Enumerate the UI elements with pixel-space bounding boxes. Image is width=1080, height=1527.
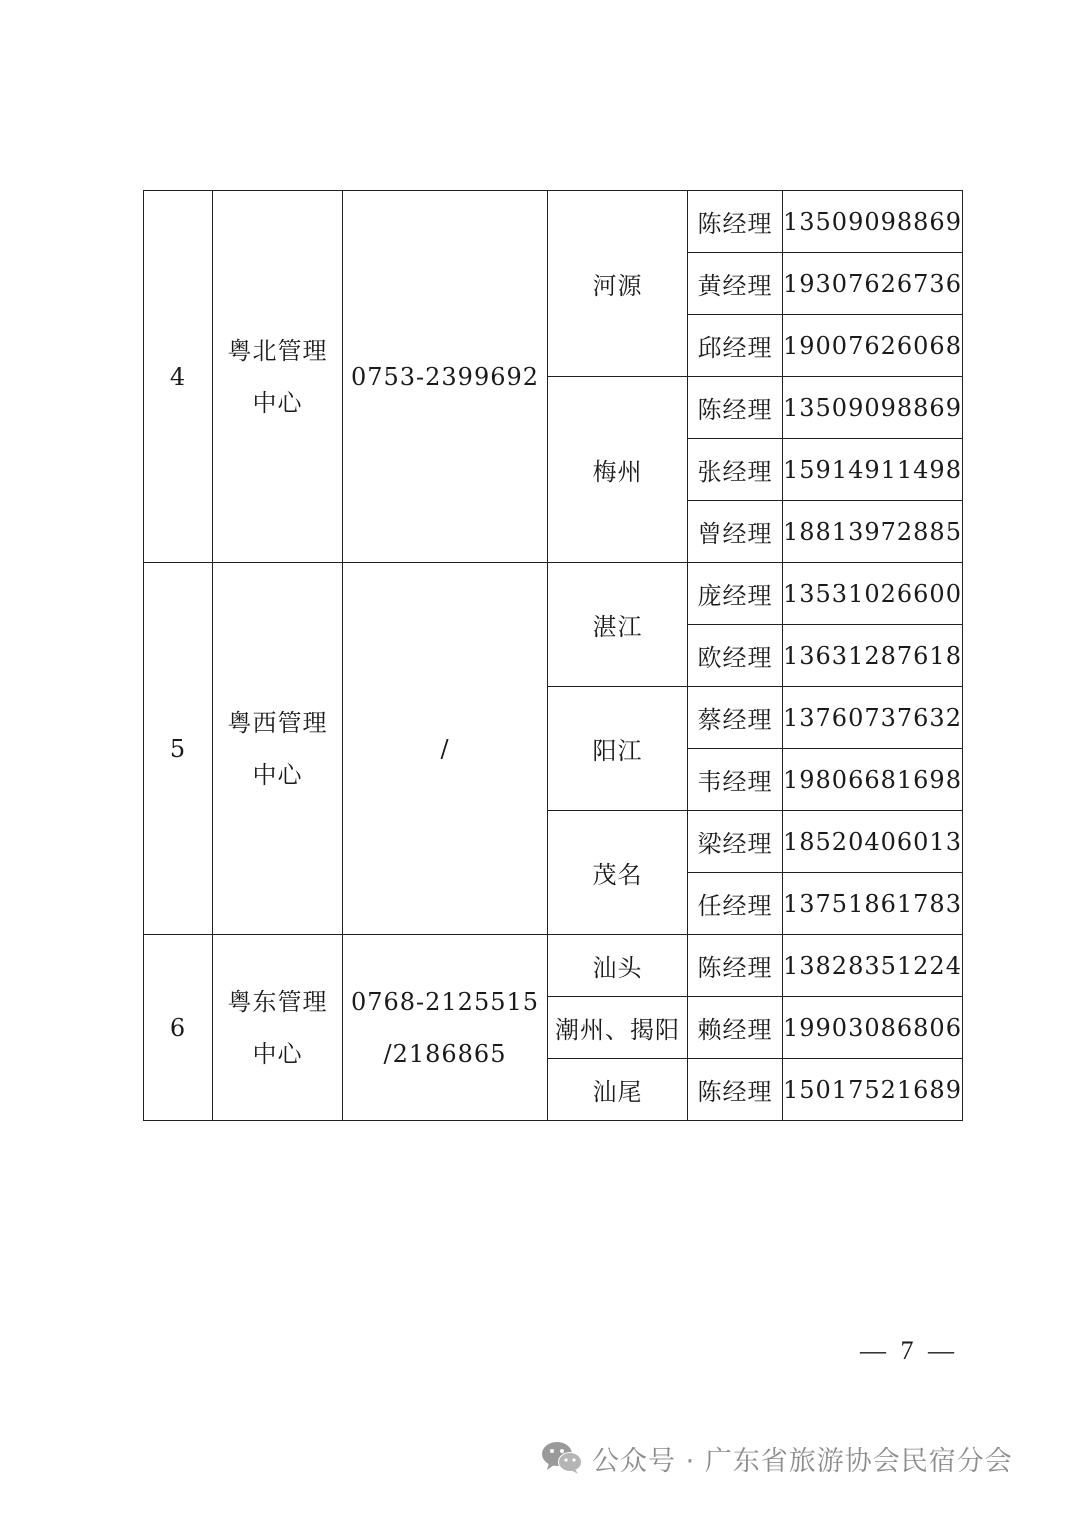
city-name: 茂名 — [548, 811, 688, 935]
management-center-line: 中心 — [252, 760, 303, 789]
manager-phone: 13631287618 — [783, 625, 963, 687]
manager-name: 韦经理 — [688, 749, 783, 811]
manager-name: 任经理 — [688, 873, 783, 935]
group-number: 5 — [144, 563, 213, 935]
management-center-line: 粤西管理 — [227, 708, 328, 737]
table-row — [144, 563, 963, 625]
city-name: 汕头 — [548, 935, 688, 997]
manager-phone: 15017521689 — [783, 1059, 963, 1121]
manager-name: 陈经理 — [688, 1059, 783, 1121]
management-center-line: 粤北管理 — [227, 336, 328, 365]
manager-phone: 15914911498 — [783, 439, 963, 501]
city-name: 阳江 — [548, 687, 688, 811]
group-number: 4 — [144, 191, 213, 563]
manager-phone: 13751861783 — [783, 873, 963, 935]
city-name: 梅州 — [548, 377, 688, 563]
manager-name: 赖经理 — [688, 997, 783, 1059]
watermark-text: 公众号 · 广东省旅游协会民宿分会 — [592, 1445, 1013, 1477]
manager-phone: 19007626068 — [783, 315, 963, 377]
manager-phone: 13760737632 — [783, 687, 963, 749]
management-center — [213, 563, 343, 935]
manager-phone: 19903086806 — [783, 997, 963, 1059]
wechat-icon — [540, 1439, 584, 1477]
manager-name: 张经理 — [688, 439, 783, 501]
management-center-line: 中心 — [252, 388, 303, 417]
manager-name: 曾经理 — [688, 501, 783, 563]
manager-name: 黄经理 — [688, 253, 783, 315]
manager-phone: 13828351224 — [783, 935, 963, 997]
manager-phone: 13509098869 — [783, 377, 963, 439]
management-center — [213, 935, 343, 1121]
manager-name: 陈经理 — [688, 191, 783, 253]
manager-name: 邱经理 — [688, 315, 783, 377]
management-center-line: 粤东管理 — [227, 987, 328, 1016]
office-phone-line: 0768-2125515 — [350, 987, 540, 1016]
manager-name: 陈经理 — [688, 377, 783, 439]
manager-phone: 13531026600 — [783, 563, 963, 625]
management-center-line: 中心 — [252, 1039, 303, 1068]
office-phone-line: /2186865 — [383, 1039, 507, 1068]
office-phone-line: / — [440, 734, 450, 763]
office-phone — [343, 191, 548, 563]
manager-phone: 19806681698 — [783, 749, 963, 811]
manager-name: 欧经理 — [688, 625, 783, 687]
table-row — [144, 191, 963, 253]
manager-name: 梁经理 — [688, 811, 783, 873]
manager-name: 庞经理 — [688, 563, 783, 625]
manager-phone: 19307626736 — [783, 253, 963, 315]
city-name: 河源 — [548, 191, 688, 377]
office-phone — [343, 935, 548, 1121]
city-name: 汕尾 — [548, 1059, 688, 1121]
contacts-table-body — [144, 191, 963, 1121]
manager-name: 蔡经理 — [688, 687, 783, 749]
office-phone-line: 0753-2399692 — [350, 362, 540, 391]
watermark — [540, 1430, 1013, 1486]
page-number: — 7 — — [860, 1336, 958, 1365]
city-name: 湛江 — [548, 563, 688, 687]
management-center — [213, 191, 343, 563]
table-row — [144, 935, 963, 997]
manager-phone: 18520406013 — [783, 811, 963, 873]
contacts-table — [143, 190, 963, 1121]
office-phone — [343, 563, 548, 935]
manager-phone: 13509098869 — [783, 191, 963, 253]
city-name: 潮州、揭阳 — [548, 997, 688, 1059]
manager-phone: 18813972885 — [783, 501, 963, 563]
manager-name: 陈经理 — [688, 935, 783, 997]
group-number: 6 — [144, 935, 213, 1121]
